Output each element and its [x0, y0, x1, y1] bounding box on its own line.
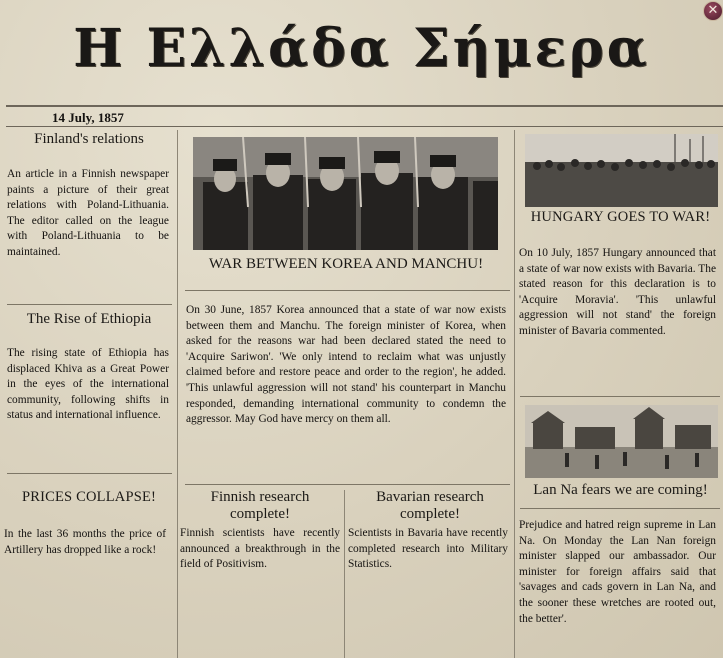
finnish-research-body: Finnish scientists have recently announced a breakthrough in the field of Positivism. [180, 527, 340, 571]
finland-relations-headline: Finland's relations [34, 131, 144, 147]
village-photo [525, 405, 718, 478]
soldiers-photo [193, 137, 498, 250]
left-rule-1 [7, 304, 172, 305]
masthead-title: Η Ελλάδα Σήμερα [73, 18, 650, 79]
lan-na-body: Prejudice and hatred reign supreme in Lan Na. On Monday the Lan Nan foreign minister slapped our ambassador. Our minister for foreign affairs said that 'savages and cads govern in Lan Na, and the sooner these wretches are rooted out, the better'. [519, 519, 716, 625]
bavarian-research-headline: Bavarian research complete! [376, 489, 484, 522]
prices-collapse-headline: PRICES COLLAPSE! [21, 489, 157, 505]
center-rule-2 [185, 484, 510, 485]
lan-na-headline: Lan Na fears we are coming! [533, 482, 708, 498]
troops-photo-art [525, 134, 718, 207]
soldiers-photo-art [193, 137, 498, 250]
issue-date: 14 July, 1857 [52, 110, 124, 125]
column-divider-left [177, 130, 178, 658]
korea-manchu-body: On 30 June, 1857 Korea announced that a state of war now exists between them and Manchu. The foreign minister of Korea, when asked for the reasons war had been declared stated the need to 'Acquire Sariwon'. 'We only intend to reclaim what was unjustly claimed before and restore peace and order to the region', he added. 'This unlawful aggression will not stand' his counterpart in Manchu responded, demanding international community to condemn the aggressor. May God have mercy on them all. [186, 304, 506, 426]
right-rule-2 [520, 508, 720, 509]
korea-manchu-headline: WAR BETWEEN KOREA AND MANCHU! [208, 256, 484, 272]
column-divider-right [514, 130, 515, 658]
hungary-war-headline: HUNGARY GOES TO WAR! [530, 209, 711, 225]
ethiopia-headline: The Rise of Ethiopia [26, 311, 152, 327]
hungary-war-body: On 10 July, 1857 Hungary announced that a state of war now exists with Bavaria. The stated reason for this declaration is to 'Acquire Moravia'. 'This unlawful aggression will not stand' the foreign minister of Bavaria commented. [519, 247, 716, 337]
masthead-rule-bottom [6, 126, 723, 127]
column-divider-research [344, 490, 345, 658]
finnish-research-headline: Finnish research complete! [210, 489, 310, 522]
bavarian-research-body: Scientists in Bavaria have recently completed research into Military Statistics. [348, 527, 508, 571]
prices-collapse-body: In the last 36 months the price of Artillery has dropped like a rock! [4, 528, 166, 556]
ethiopia-body: The rising state of Ethiopia has displaced Khiva as a Great Power in the eyes of the international community, following shifts in status and international influence. [7, 347, 169, 422]
left-rule-2 [7, 473, 172, 474]
close-icon: ✕ [707, 3, 719, 18]
center-rule-1 [185, 290, 510, 291]
right-rule-1 [520, 396, 720, 397]
troops-photo [525, 134, 718, 207]
village-photo-art [525, 405, 718, 478]
masthead-rule-top [6, 105, 723, 107]
finland-relations-body: An article in a Finnish newspaper paints a picture of their great relations with Poland-Lithuania. The editor called on the league with Poland-Lithuania to be maintained. [7, 168, 169, 258]
